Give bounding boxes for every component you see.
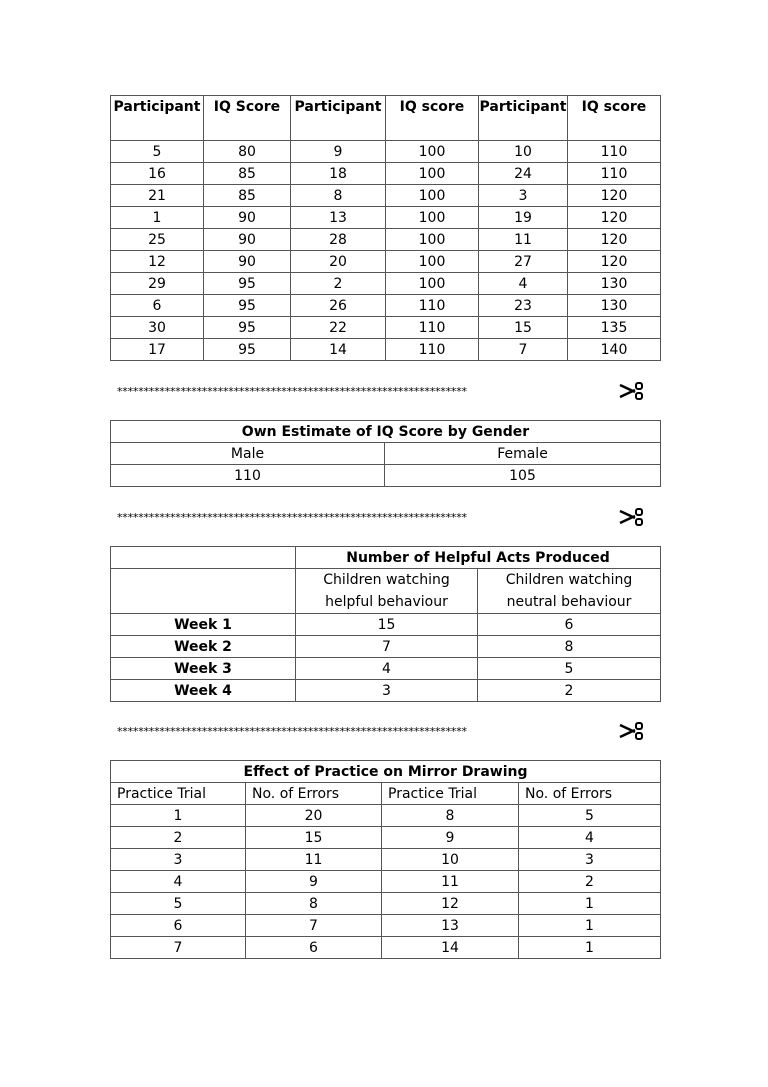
table-row [111, 185, 661, 207]
table-cell: 2 [519, 871, 661, 893]
table-cell: 100 [386, 141, 479, 163]
table-cell: 3 [296, 680, 478, 702]
column-header: IQ score [568, 96, 661, 141]
table-cell: 27 [479, 251, 568, 273]
table-row [111, 614, 661, 636]
table-cell: 130 [568, 273, 661, 295]
cut-line [117, 722, 657, 740]
table-cell: 1 [519, 893, 661, 915]
table-row [111, 636, 661, 658]
table-row [111, 915, 661, 937]
column-header: IQ score [386, 96, 479, 141]
table-cell: 2 [291, 273, 386, 295]
table-cell: 80 [204, 141, 291, 163]
week-label: Week 2 [111, 636, 296, 658]
table-cell: 90 [204, 229, 291, 251]
table-cell: 110 [386, 317, 479, 339]
table-cell: 9 [291, 141, 386, 163]
column-header: No. of Errors [519, 783, 661, 805]
table-cell: 20 [291, 251, 386, 273]
table-row [111, 207, 661, 229]
table-cell: 8 [382, 805, 519, 827]
table-cell: 5 [478, 658, 661, 680]
helpful-table-title: Number of Helpful Acts Produced [296, 547, 661, 569]
table-cell: 100 [386, 207, 479, 229]
table-cell: 4 [519, 827, 661, 849]
table-cell: 7 [296, 636, 478, 658]
table-cell: 23 [479, 295, 568, 317]
empty-cell [111, 569, 296, 614]
table-cell: 3 [519, 849, 661, 871]
table-row [111, 96, 661, 141]
table-cell: 8 [291, 185, 386, 207]
table-cell: 1 [519, 915, 661, 937]
cut-line-stars: ****************************************************************** [117, 724, 467, 738]
mirror-table-title: Effect of Practice on Mirror Drawing [111, 761, 661, 783]
table-row [111, 658, 661, 680]
table-row [111, 251, 661, 273]
column-header: Participant [479, 96, 568, 141]
iq-score-table [110, 95, 661, 361]
header-female: Female [385, 443, 661, 465]
column-header: Practice Trial [111, 783, 246, 805]
header-male: Male [111, 443, 385, 465]
table-row [111, 680, 661, 702]
table-cell: 100 [386, 229, 479, 251]
table-cell: 6 [111, 295, 204, 317]
table-row [111, 317, 661, 339]
table-cell: 130 [568, 295, 661, 317]
table-cell: 2 [111, 827, 246, 849]
column-header: Participant [291, 96, 386, 141]
table-row [111, 273, 661, 295]
column-header: IQ Score [204, 96, 291, 141]
table-cell: 10 [382, 849, 519, 871]
table-cell: 24 [479, 163, 568, 185]
table-cell: 95 [204, 317, 291, 339]
table-cell: 21 [111, 185, 204, 207]
table-cell: 120 [568, 251, 661, 273]
table-cell: 9 [382, 827, 519, 849]
table-cell: 110 [568, 163, 661, 185]
table-cell: 120 [568, 229, 661, 251]
table-cell: 100 [386, 185, 479, 207]
mirror-drawing-table [110, 760, 661, 959]
table-cell: 15 [479, 317, 568, 339]
week-label: Week 4 [111, 680, 296, 702]
table-cell: 1 [111, 805, 246, 827]
table-cell: 5 [111, 893, 246, 915]
scissors-icon [619, 382, 645, 400]
column-header: No. of Errors [246, 783, 382, 805]
table-cell: 140 [568, 339, 661, 361]
header-helpful: Children watching helpful behaviour [296, 569, 478, 614]
table-row [111, 141, 661, 163]
table-row [111, 827, 661, 849]
table-cell: 7 [111, 937, 246, 959]
table-cell: 95 [204, 273, 291, 295]
table-row [111, 295, 661, 317]
table-cell: 7 [246, 915, 382, 937]
table-cell: 9 [246, 871, 382, 893]
table-cell: 19 [479, 207, 568, 229]
table-cell: 5 [111, 141, 204, 163]
table-cell: 13 [291, 207, 386, 229]
table-row [111, 871, 661, 893]
table-cell: 10 [479, 141, 568, 163]
table-cell: 8 [246, 893, 382, 915]
table-cell: 110 [386, 295, 479, 317]
table-cell: 7 [479, 339, 568, 361]
table-cell: 18 [291, 163, 386, 185]
table-cell: 6 [478, 614, 661, 636]
table-cell: 25 [111, 229, 204, 251]
table-cell: 3 [111, 849, 246, 871]
table-cell: 22 [291, 317, 386, 339]
table-cell: 110 [386, 339, 479, 361]
value-female: 105 [385, 465, 661, 487]
table-cell: 4 [111, 871, 246, 893]
table-cell: 13 [382, 915, 519, 937]
table-row [111, 339, 661, 361]
table-cell: 110 [568, 141, 661, 163]
table-cell: 95 [204, 339, 291, 361]
table-cell: 95 [204, 295, 291, 317]
cut-line [117, 508, 657, 526]
scissors-icon [619, 508, 645, 526]
table-cell: 85 [204, 163, 291, 185]
table-cell: 100 [386, 251, 479, 273]
table-cell: 100 [386, 273, 479, 295]
table-row [111, 229, 661, 251]
gender-table-title: Own Estimate of IQ Score by Gender [111, 421, 661, 443]
table-cell: 30 [111, 317, 204, 339]
table-cell: 90 [204, 207, 291, 229]
table-cell: 4 [296, 658, 478, 680]
column-header: Participant [111, 96, 204, 141]
table-cell: 8 [478, 636, 661, 658]
table-cell: 16 [111, 163, 204, 185]
table-cell: 12 [111, 251, 204, 273]
table-cell: 26 [291, 295, 386, 317]
scissors-icon [619, 722, 645, 740]
column-header: Practice Trial [382, 783, 519, 805]
table-cell: 100 [386, 163, 479, 185]
table-cell: 11 [479, 229, 568, 251]
table-cell: 4 [479, 273, 568, 295]
empty-cell [111, 547, 296, 569]
table-cell: 90 [204, 251, 291, 273]
table-row [111, 805, 661, 827]
helpful-acts-table [110, 546, 661, 702]
cut-line-stars: ****************************************************************** [117, 384, 467, 398]
table-cell: 15 [246, 827, 382, 849]
table-cell: 2 [478, 680, 661, 702]
table-cell: 29 [111, 273, 204, 295]
gender-estimate-table [110, 420, 661, 487]
cut-line-stars: ****************************************************************** [117, 510, 467, 524]
table-cell: 14 [291, 339, 386, 361]
table-cell: 11 [246, 849, 382, 871]
table-cell: 6 [111, 915, 246, 937]
table-cell: 1 [111, 207, 204, 229]
table-cell: 20 [246, 805, 382, 827]
table-cell: 15 [296, 614, 478, 636]
table-cell: 135 [568, 317, 661, 339]
table-cell: 1 [519, 937, 661, 959]
table-cell: 85 [204, 185, 291, 207]
cut-line [117, 382, 657, 400]
table-cell: 120 [568, 207, 661, 229]
table-cell: 5 [519, 805, 661, 827]
week-label: Week 3 [111, 658, 296, 680]
table-cell: 28 [291, 229, 386, 251]
table-cell: 11 [382, 871, 519, 893]
value-male: 110 [111, 465, 385, 487]
table-cell: 17 [111, 339, 204, 361]
table-cell: 120 [568, 185, 661, 207]
table-row [111, 163, 661, 185]
table-row [111, 783, 661, 805]
table-row [111, 849, 661, 871]
table-cell: 14 [382, 937, 519, 959]
table-cell: 3 [479, 185, 568, 207]
table-cell: 6 [246, 937, 382, 959]
week-label: Week 1 [111, 614, 296, 636]
table-row [111, 937, 661, 959]
table-row [111, 893, 661, 915]
table-cell: 12 [382, 893, 519, 915]
header-neutral: Children watching neutral behaviour [478, 569, 661, 614]
